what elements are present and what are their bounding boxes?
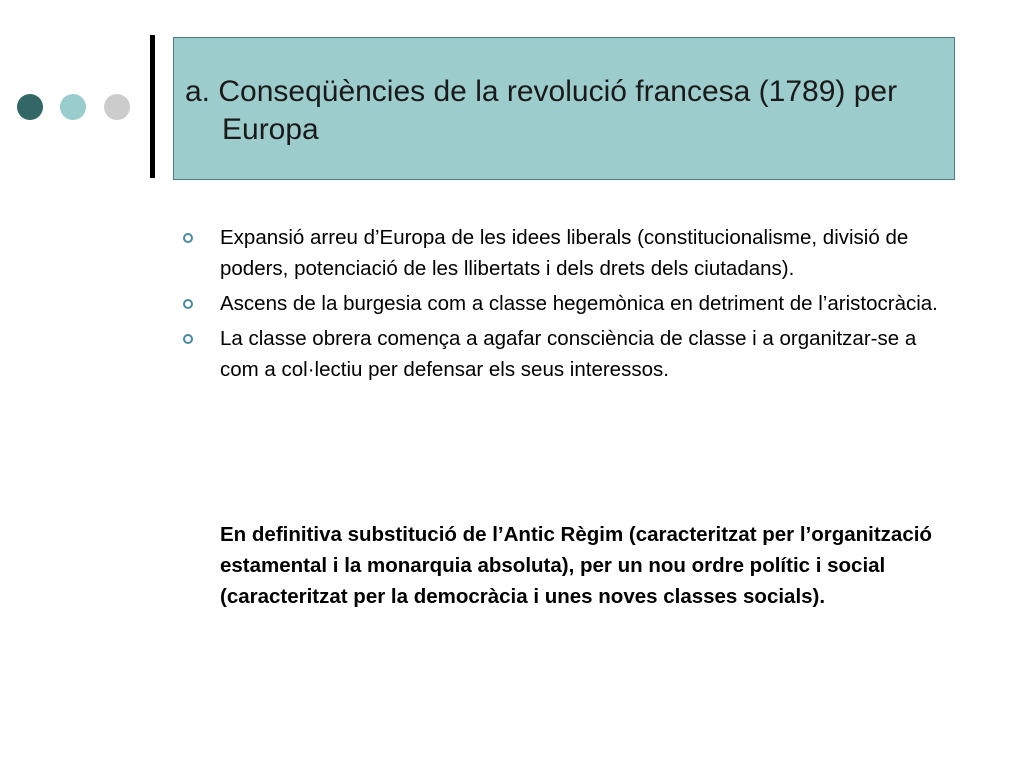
bullet-circle-icon — [183, 299, 193, 309]
bullet-item — [180, 222, 940, 284]
decorative-dot-light — [60, 94, 86, 120]
bullet-text: La classe obrera comença a agafar consciència de classe i a organitzar-se a com a col·lectiu per defensar els seus interessos. — [220, 327, 917, 381]
title-separator-bar — [150, 35, 155, 178]
conclusion-text: En definitiva substitució de l’Antic Règim (caracteritzat per l’organització estamental i la monarquia absoluta), per un nou ordre polític i social (caracteritzat per la democràcia i unes noves classes socials). — [220, 523, 932, 608]
bullet-list — [180, 222, 940, 389]
slide-title: a. Conseqüències de la revolució francesa (1789) per Europa — [185, 75, 898, 146]
bullet-circle-icon — [183, 334, 193, 344]
bullet-circle-icon — [183, 233, 193, 243]
bullet-text: Expansió arreu d’Europa de les idees liberals (constitucionalisme, divisió de poders, potenciació de les llibertats i dels drets dels ciutadans). — [220, 226, 909, 280]
bullet-item — [180, 323, 940, 385]
decorative-dot-dark — [17, 94, 43, 120]
decorative-dot-gray — [104, 94, 130, 120]
bullet-text: Ascens de la burgesia com a classe hegemònica en detriment de l’aristocràcia. — [220, 292, 938, 315]
bullet-item — [180, 288, 940, 319]
